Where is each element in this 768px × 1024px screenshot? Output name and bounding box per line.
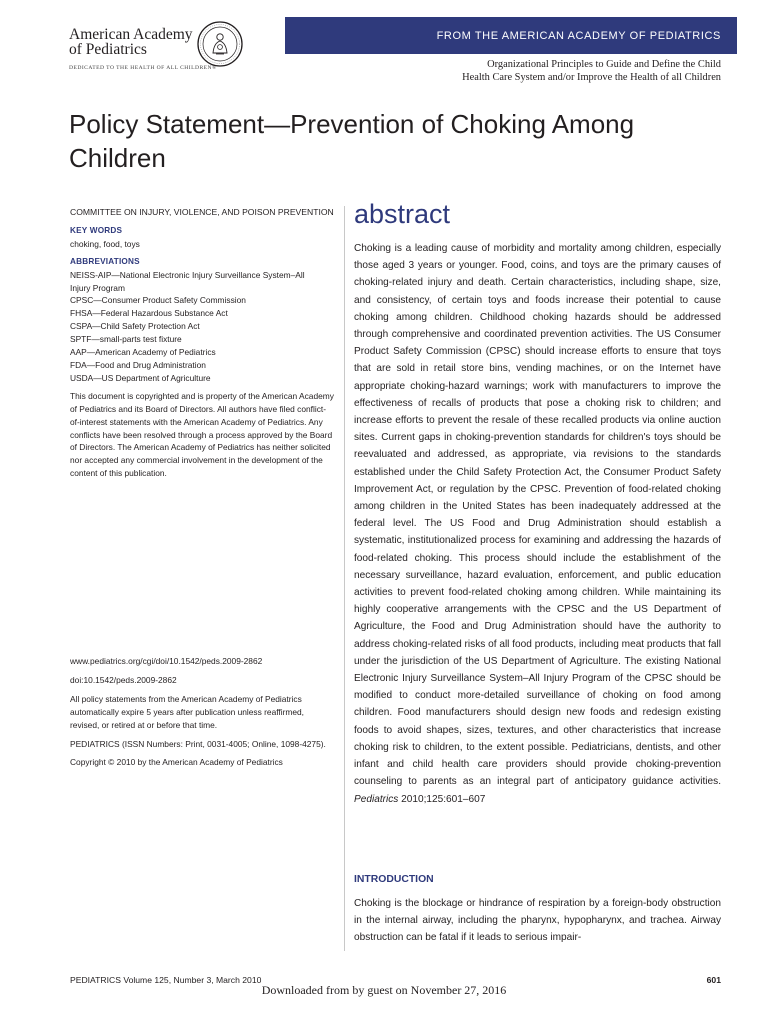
left-sidebar — [70, 206, 335, 480]
keywords-heading: KEY WORDS — [70, 225, 123, 235]
abbreviation-item: FDA—Food and Drug Administration — [70, 359, 206, 370]
subtitle-line-1: Organizational Principles to Guide and Define the Child — [487, 59, 721, 70]
issn-info: PEDIATRICS (ISSN Numbers: Print, 0031-4005; Online, 1098-4275). — [70, 738, 326, 749]
abbreviation-item: FHSA—Federal Hazardous Substance Act — [70, 308, 228, 319]
subtitle-line-2: Health Care System and/or Improve the Health of all Children — [462, 71, 721, 83]
banner-subtitle — [381, 59, 721, 85]
page-number: 601 — [706, 975, 721, 985]
abstract-text: Choking is a leading cause of morbidity and mortality among children, especially those aged 3 years or younger. Food, coins, and toys are the primary causes of choking-related injury and death. Certain characteristics, including shape, size, and consistency, of certain toys and foods increase their potential to cause choking among children. Childhood choking hazards should be addressed through comprehensive and coordinated prevention activities. The US Consumer Product Safety Commission (CPSC) should increase efforts to ensure that toys that are sold in retail store bins, vending machines, or on the Internet have appropriate choking-hazard warnings; work with manufacturers to improve the effectiveness of recalls of products that pose a choking risk to children; and increase efforts to prevent the resale of these recalled products via online auction sites. Current gaps in choking-prevention standards for children's toys should be reevaluated and addressed, as appropriate, via revisions to the standards established under the Child Safety Protection Act, the Consumer Product Safety Improvement Act, or regulation by the CPSC. Prevention of food-related choking among children in the United States has been inadequately addressed at the federal level. The US Food and Drug Administration should establish a systematic, institutionalized process for examining and addressing the hazards of food-related choking. This process should include the establishment of the necessary surveillance, hazard evaluation, enforcement, and public education activities to prevent food-related choking among children. While maintaining its highly cooperative arrangements with the CPSC and the US Department of Agriculture, the Food and Drug Administration should have the authority to address choking-related risks of all food products, including meat products that fall under the jurisdiction of the US Department of Agriculture. The existing National Electronic Injury Surveillance System–All Injury Program of the CPSC should be modified to conduct more-detailed surveillance of choking on food among children. Food manufacturers should design new foods and redesign existing foods to avoid shapes, sizes, textures, and other characteristics that increase choking risk to children, to the extent possible. Pediatricians, dentists, and other infant and child health care providers should provide choking-prevention counseling to parents as an integral part of anticipatory guidance activities. — [354, 243, 721, 788]
abstract-heading: abstract — [354, 199, 451, 229]
logo-line-1: American Academy — [69, 26, 193, 43]
introduction-body: Choking is the blockage or hindrance of respiration by a foreign-body obstruction in the internal airway, including the pharynx, hypopharynx, and trachea. Airway obstruction can be fatal if it leads to serious impair- — [354, 898, 721, 944]
column-divider — [344, 206, 345, 951]
copyright-line: Copyright © 2010 by the American Academy of Pediatrics — [70, 757, 283, 768]
footer-journal: PEDIATRICS Volume 125, Number 3, March 2010 — [70, 975, 262, 985]
article-title: Policy Statement—Prevention of Choking Among Children — [69, 109, 635, 173]
introduction-heading: INTRODUCTION — [354, 874, 434, 885]
abbreviation-item: Injury Program — [70, 282, 125, 293]
section-banner: FROM THE AMERICAN ACADEMY OF PEDIATRICS — [285, 17, 737, 54]
abbreviations-heading: ABBREVIATIONS — [70, 256, 140, 266]
download-notice: Downloaded from by guest on November 27, 2016 — [261, 983, 507, 997]
abbreviations-list — [70, 269, 335, 385]
article-doi: doi:10.1542/peds.2009-2862 — [70, 674, 177, 685]
committee-name: COMMITTEE ON INJURY, VIOLENCE, AND POISON PREVENTION — [70, 207, 334, 217]
expiry-notice: All policy statements from the American Academy of Pediatrics automatically expire 5 years after publication unless reaffirmed, revised, or retired at or before that time. — [70, 693, 304, 730]
citation-journal: Pediatrics — [354, 793, 399, 805]
abbreviation-item: NEISS-AIP—National Electronic Injury Surveillance System–All — [70, 269, 305, 280]
logo-line-2: of Pediatrics — [69, 41, 147, 58]
publication-info — [70, 655, 335, 769]
aap-seal-icon — [196, 20, 244, 68]
abstract-body — [354, 240, 721, 808]
copyright-notice: This document is copyrighted and is property of the American Academy of Pediatrics and its Board of Directors. All authors have filed conflict-of-interest statements with the American Academy of Pediatrics. Any conflicts have been resolved through a process approved by the Board of Directors. The American Academy of Pediatrics has neither solicited nor accepted any commercial involvement in the development of the content of this publication. — [70, 390, 334, 479]
article-url[interactable]: www.pediatrics.org/cgi/doi/10.1542/peds.2009-2862 — [70, 656, 263, 666]
abbreviation-item: CSPA—Child Safety Protection Act — [70, 321, 200, 332]
abbreviation-item: AAP—American Academy of Pediatrics — [70, 347, 216, 358]
abbreviation-item: SPTF—small-parts test fixture — [70, 334, 182, 345]
keywords: choking, food, toys — [70, 238, 140, 249]
citation-details: 2010;125:601–607 — [398, 793, 486, 805]
abbreviation-item: USDA—US Department of Agriculture — [70, 372, 211, 383]
logo-tagline: DEDICATED TO THE HEALTH OF ALL CHILDREN® — [69, 65, 217, 71]
abbreviation-item: CPSC—Consumer Product Safety Commission — [70, 295, 246, 306]
